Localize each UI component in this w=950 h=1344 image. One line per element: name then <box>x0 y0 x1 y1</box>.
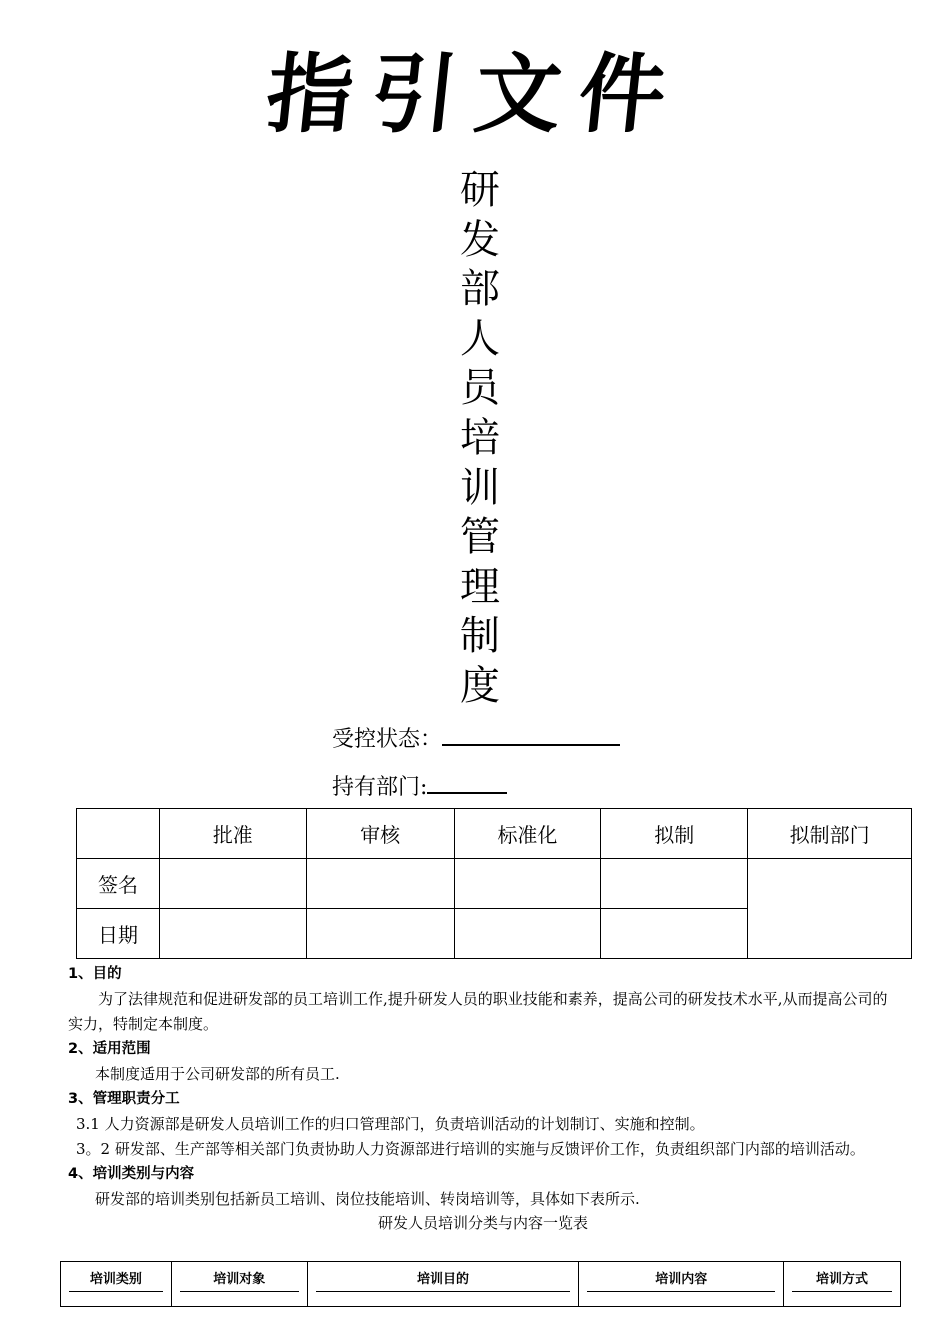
title-char: 研 <box>460 167 500 213</box>
title-char: 理 <box>460 563 500 610</box>
approval-row-label: 日期 <box>77 909 160 959</box>
approval-cell <box>454 859 601 909</box>
approval-header-cell: 审核 <box>306 809 454 859</box>
approval-cell <box>306 859 454 909</box>
control-status-label: 受控状态： <box>332 727 443 752</box>
document-vertical-title <box>455 166 505 712</box>
title-char: 人 <box>460 315 500 362</box>
approval-header-cell: 拟制 <box>601 809 748 859</box>
training-header-cell: 培训内容 <box>579 1262 784 1307</box>
section-heading: 1、目的 <box>68 966 122 982</box>
section-heading: 4、培训类别与内容 <box>68 1166 195 1182</box>
holding-dept-label: 持有部门: <box>332 775 428 800</box>
approval-dept-cell <box>748 859 912 959</box>
training-header-cell: 培训目的 <box>307 1262 579 1307</box>
title-char: 度 <box>460 662 500 709</box>
approval-row-label: 签名 <box>77 859 160 909</box>
title-char: 员 <box>460 365 500 412</box>
section-paragraph: 3。2 研发部、生产部等相关部门负责协助人力资源部进行培训的实施与反馈评价工作，负责组织部门内部的培训活动。 <box>76 1140 865 1158</box>
section-paragraph: 为了法律规范和促进研发部的员工培训工作,提升研发人员的职业技能和素养，提高公司的研发技术水平,从而提高公司的实力，特制定本制度。 <box>68 990 888 1033</box>
approval-signature-row <box>77 859 912 909</box>
title-char: 制 <box>460 613 500 660</box>
section-paragraph: 本制度适用于公司研发部的所有员工. <box>95 1065 340 1083</box>
control-status-line <box>332 722 620 755</box>
approval-header-cell: 批准 <box>159 809 306 859</box>
training-table <box>60 1261 901 1307</box>
title-char: 发 <box>460 216 500 263</box>
approval-header-cell: 标准化 <box>454 809 601 859</box>
section-heading: 3、管理职责分工 <box>68 1091 180 1107</box>
training-header-row <box>61 1262 901 1307</box>
table-caption: 研发人员培训分类与内容一览表 <box>377 1214 588 1232</box>
title-char: 培 <box>460 414 500 461</box>
approval-cell <box>601 909 748 959</box>
training-header-cell: 培训对象 <box>171 1262 307 1307</box>
section-paragraph: 3.1 人力资源部是研发人员培训工作的归口管理部门，负责培训活动的计划制订、实施和控制。 <box>76 1115 705 1133</box>
title-char: 管 <box>460 514 500 561</box>
approval-table <box>76 808 912 959</box>
document-body <box>68 962 898 1234</box>
approval-header-row <box>77 809 912 859</box>
holding-dept-line <box>332 770 507 803</box>
approval-cell <box>601 859 748 909</box>
title-char: 部 <box>460 266 500 313</box>
approval-cell <box>159 859 306 909</box>
training-header-cell: 培训方式 <box>784 1262 901 1307</box>
approval-cell <box>159 909 306 959</box>
title-char: 训 <box>460 464 500 511</box>
section-heading: 2、适用范围 <box>68 1041 151 1057</box>
approval-cell <box>306 909 454 959</box>
training-header-cell: 培训类别 <box>61 1262 172 1307</box>
approval-header-cell <box>77 809 160 859</box>
section-paragraph: 研发部的培训类别包括新员工培训、岗位技能培训、转岗培训等，具体如下表所示. <box>95 1190 640 1208</box>
holding-dept-blank <box>427 770 507 794</box>
approval-cell <box>454 909 601 959</box>
control-status-blank <box>442 722 620 746</box>
document-banner-title: 指引文件 <box>261 44 689 145</box>
approval-header-cell: 拟制部门 <box>748 809 912 859</box>
